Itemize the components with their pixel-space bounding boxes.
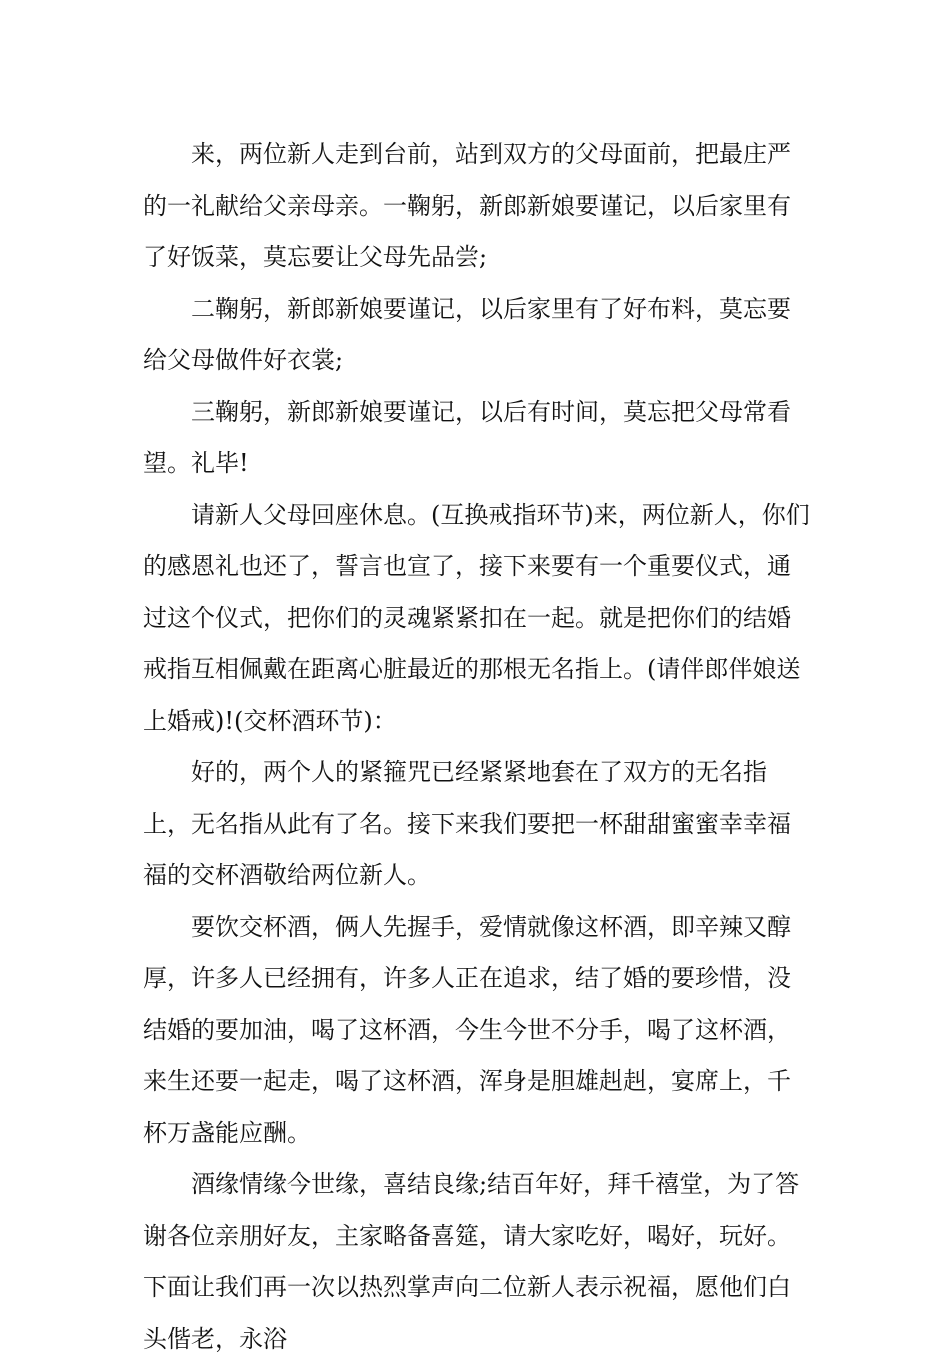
paragraph-2: 二鞠躬，新郎新娘要谨记，以后家里有了好布料，莫忘要给父母做件好衣裳;: [143, 294, 791, 374]
paragraph-5: 好的，两个人的紧箍咒已经紧紧地套在了双方的无名指上，无名指从此有了名。接下来我们要把一杯甜甜蜜蜜幸幸福福的交杯酒敬给两位新人。: [143, 758, 791, 889]
paragraph-1: 来，两位新人走到台前，站到双方的父母面前，把最庄严的一礼献给父亲母亲。一鞠躬，新郎新娘要谨记，以后家里有了好饭菜，莫忘要让父母先品尝;: [143, 140, 791, 271]
paragraph-6: 要饮交杯酒，俩人先握手，爱情就像这杯酒，即辛辣又醇厚，许多人已经拥有，许多人正在追求，结了婚的要珍惜，没结婚的要加油，喝了这杯酒，今生今世不分手，喝了这杯酒，来生还要一起走，喝了这杯酒，浑身是胆雄赳赳，宴席上，千杯万盏能应酬。: [143, 912, 791, 1147]
paragraph-4: 请新人父母回座休息。(互换戒指环节)来，两位新人，你们的感恩礼也还了，誓言也宣了，接下来要有一个重要仪式，通过这个仪式，把你们的灵魂紧紧扣在一起。就是把你们的结婚戒指互相佩戴在距离心脏最近的那根无名指上。(请伴郎伴娘送上婚戒)!(交杯酒环节)：: [143, 500, 810, 735]
document-body: [143, 129, 810, 1365]
paragraph-3: 三鞠躬，新郎新娘要谨记，以后有时间，莫忘把父母常看望。礼毕!: [143, 397, 791, 477]
paragraph-7: 酒缘情缘今世缘，喜结良缘;结百年好，拜千禧堂，为了答谢各位亲朋好友，主家略备喜筵，请大家吃好，喝好，玩好。下面让我们再一次以热烈掌声向二位新人表示祝福，愿他们白头偕老，永浴: [143, 1170, 800, 1353]
